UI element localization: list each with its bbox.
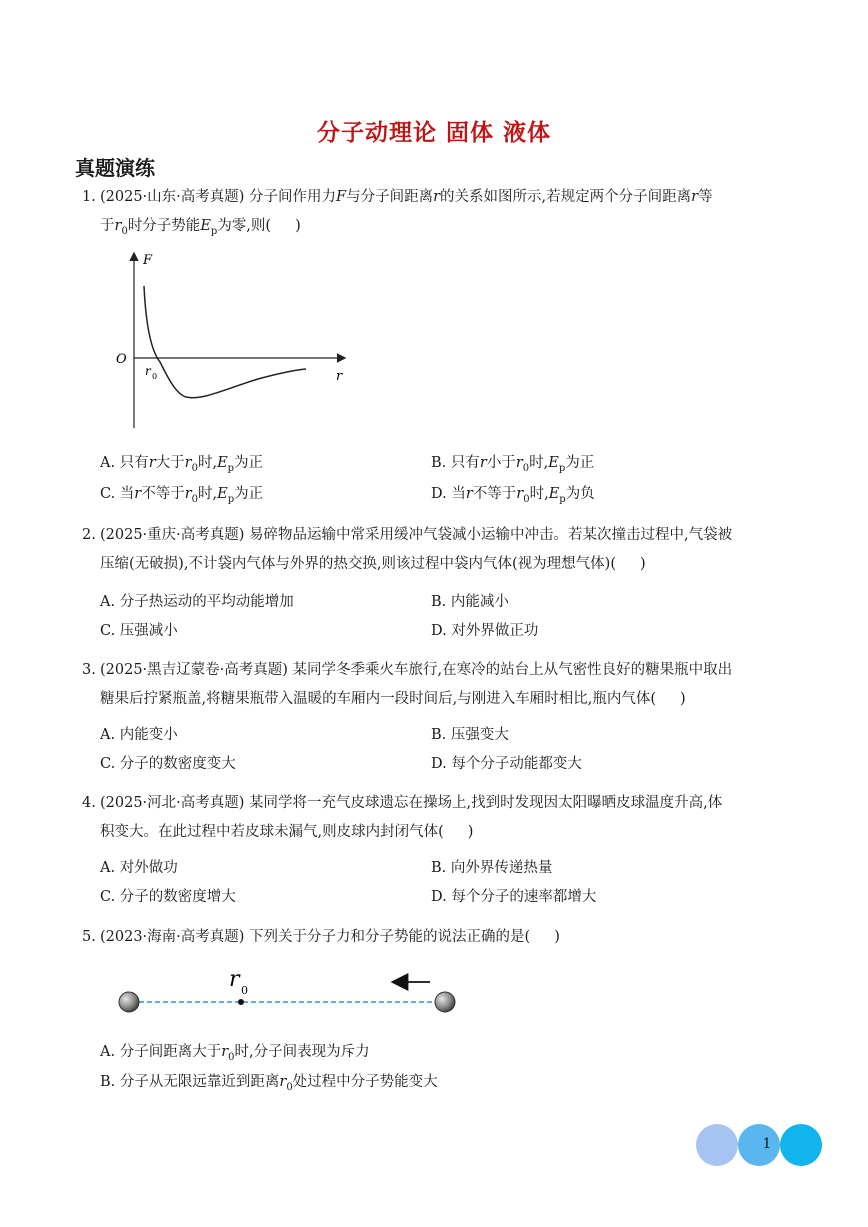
question-3-options [100, 723, 800, 783]
question-source: (2025·山东·高考真题) [100, 189, 245, 205]
option-b[interactable]: B. 压强变大 [431, 727, 509, 743]
subscript: 0 [191, 493, 199, 505]
question-text: 积变大。在此过程中若皮球未漏气,则皮球内封闭气体( [100, 824, 444, 840]
option-a[interactable]: A. 内能变小 [100, 727, 178, 743]
question-text: 某同学将一充气皮球遗忘在操场上,找到时发现因太阳曝晒皮球温度升高,体 [249, 795, 723, 811]
subscript: 0 [523, 493, 530, 505]
option-c[interactable]: C. 分子的数密度变大 [100, 756, 236, 772]
symbol-r0: r [279, 1074, 287, 1090]
question-1 [82, 183, 798, 246]
option-b[interactable]: B. 向外界传递热量 [431, 860, 553, 876]
page-number: 1 [762, 1136, 772, 1152]
symbol-Ep: E [217, 486, 228, 502]
left-molecule [119, 992, 139, 1012]
subscript: 0 [121, 225, 128, 237]
subscript: 0 [522, 462, 530, 474]
question-text: 易碎物品运输中常采用缓冲气袋减小运输中冲击。若某次撞击过程中,气袋被 [249, 527, 733, 543]
question-text: 与分子间距离 [346, 189, 434, 205]
question-1-line-2 [82, 212, 798, 246]
option-text: 为正 [565, 455, 595, 471]
symbol-r: r [433, 189, 441, 205]
subscript: p [227, 493, 235, 505]
question-text: 时分子势能 [127, 218, 201, 234]
right-molecule [435, 992, 455, 1012]
symbol-Ep: E [548, 455, 559, 471]
question-text: 于 [100, 218, 115, 234]
symbol-r: r [479, 455, 487, 471]
option-b[interactable]: B. 内能减小 [431, 594, 509, 610]
question-text: ) [679, 691, 686, 707]
question-text: ) [467, 824, 474, 840]
question-4 [82, 789, 798, 847]
figure-r0-sub: 0 [241, 984, 248, 997]
force-distance-graph [110, 248, 360, 438]
option-a[interactable] [100, 1040, 370, 1063]
question-1-line-1 [82, 183, 798, 212]
force-curve [144, 286, 306, 398]
option-text: 时, [529, 455, 549, 471]
graph-r0-sub: 0 [152, 372, 158, 381]
symbol-r0: r [516, 486, 524, 502]
symbol-Ep: E [548, 486, 560, 502]
question-3-line-2 [82, 685, 798, 714]
option-c[interactable] [100, 482, 263, 505]
graph-r0-label: r [145, 364, 151, 378]
symbol-Ep: E [200, 218, 211, 234]
symbol-r0: r [221, 1044, 229, 1060]
question-source: (2025·黑吉辽蒙卷·高考真题) [100, 662, 288, 678]
symbol-r0: r [184, 486, 192, 502]
option-text: A. 只有 [100, 455, 149, 471]
option-text: 时, [198, 486, 218, 502]
option-c[interactable]: C. 压强减小 [100, 623, 178, 639]
symbol-r0: r [114, 218, 122, 234]
subscript: 0 [286, 1081, 293, 1093]
question-5-options [100, 1040, 800, 1100]
option-d[interactable] [431, 482, 595, 505]
subscript: 0 [191, 462, 198, 474]
section-heading: 真题演练 [75, 156, 155, 180]
page-dot-left [696, 1124, 738, 1166]
question-4-line-1 [82, 789, 798, 818]
option-text: 时,分子间表现为斥力 [234, 1044, 370, 1060]
question-text: 等 [698, 189, 713, 205]
option-a[interactable]: A. 对外做功 [100, 860, 178, 876]
question-text: 压缩(无破损),不计袋内气体与外界的热交换,则该过程中袋内气体(视为理想气体)( [100, 556, 617, 572]
symbol-r: r [691, 189, 699, 205]
r0-point [238, 999, 244, 1005]
question-number: 4. [82, 795, 96, 811]
option-text: 大于 [155, 455, 185, 471]
symbol-r0: r [184, 455, 192, 471]
symbol-F: F [336, 189, 347, 205]
option-text: B. 分子从无限远靠近到距离 [100, 1074, 280, 1090]
question-text: 分子间作用力 [249, 189, 337, 205]
symbol-r: r [148, 455, 156, 471]
question-number: 1. [82, 189, 96, 205]
two-molecule-figure [112, 962, 462, 1020]
graph-x-label: r [336, 369, 343, 384]
option-text: 小于 [486, 455, 516, 471]
option-d[interactable]: D. 对外界做正功 [431, 623, 539, 639]
option-text: 处过程中分子势能变大 [292, 1074, 438, 1090]
symbol-r: r [134, 486, 142, 502]
question-2-line-2 [82, 550, 798, 579]
option-a[interactable] [100, 451, 263, 474]
question-number: 3. [82, 662, 96, 678]
subscript: p [559, 493, 566, 505]
question-4-line-2 [82, 818, 798, 847]
question-2 [82, 521, 798, 579]
question-source: (2025·重庆·高考真题) [100, 527, 245, 543]
page-indicator [696, 1124, 826, 1168]
symbol-r: r [465, 486, 473, 502]
question-text: ) [554, 929, 560, 945]
symbol-r0: r [515, 455, 523, 471]
question-text: 为零,则( [217, 218, 272, 234]
option-text: 不等于 [472, 486, 517, 502]
subscript: p [210, 225, 218, 237]
option-a[interactable]: A. 分子热运动的平均动能增加 [100, 594, 294, 610]
question-5 [82, 923, 798, 952]
question-source: (2023·海南·高考真题) [100, 929, 245, 945]
option-b[interactable] [100, 1070, 438, 1093]
option-c[interactable]: C. 分子的数密度增大 [100, 889, 236, 905]
graph-y-label: F [143, 253, 153, 268]
question-3-line-1 [82, 656, 798, 685]
option-text: C. 当 [100, 486, 135, 502]
question-text: 的关系如图所示,若规定两个分子间距离 [440, 189, 692, 205]
question-text: 糖果后拧紧瓶盖,将糖果瓶带入温暖的车厢内一段时间后,与刚进入车厢时相比,瓶内气体( [100, 691, 656, 707]
question-text: 下列关于分子力和分子势能的说法正确的是( [249, 929, 531, 945]
question-source: (2025·河北·高考真题) [100, 795, 245, 811]
option-b[interactable] [431, 451, 594, 474]
subscript: 0 [228, 1051, 235, 1063]
option-d[interactable]: D. 每个分子的速率都增大 [431, 889, 597, 905]
option-d[interactable]: D. 每个分子动能都变大 [431, 756, 582, 772]
option-text: A. 分子间距离大于 [100, 1044, 222, 1060]
question-4-options [100, 856, 800, 916]
question-number: 5. [82, 929, 96, 945]
question-5-line-1 [82, 923, 798, 952]
figure-r0-label: r [229, 967, 240, 992]
option-text: 时, [197, 455, 218, 471]
question-text: ) [295, 218, 301, 234]
question-3 [82, 656, 798, 714]
option-text: 不等于 [141, 486, 185, 502]
option-text: 为负 [565, 486, 595, 502]
question-2-line-1 [82, 521, 798, 550]
option-text: D. 当 [431, 486, 466, 502]
question-number: 2. [82, 527, 96, 543]
question-text: ) [640, 556, 646, 572]
option-text: 时, [529, 486, 549, 502]
question-text: 某同学冬季乘火车旅行,在寒冷的站台上从气密性良好的糖果瓶中取出 [292, 662, 733, 678]
option-text: B. 只有 [431, 455, 480, 471]
graph-origin-label: O [116, 352, 127, 367]
question-2-options [100, 590, 800, 650]
symbol-Ep: E [217, 455, 228, 471]
option-text: 为正 [234, 455, 264, 471]
subscript: p [227, 462, 235, 474]
subscript: p [558, 462, 566, 474]
page-dot-right [780, 1124, 822, 1166]
question-1-options [100, 451, 800, 511]
page-title: 分子动理论 固体 液体 [316, 120, 551, 146]
option-text: 为正 [234, 486, 264, 502]
